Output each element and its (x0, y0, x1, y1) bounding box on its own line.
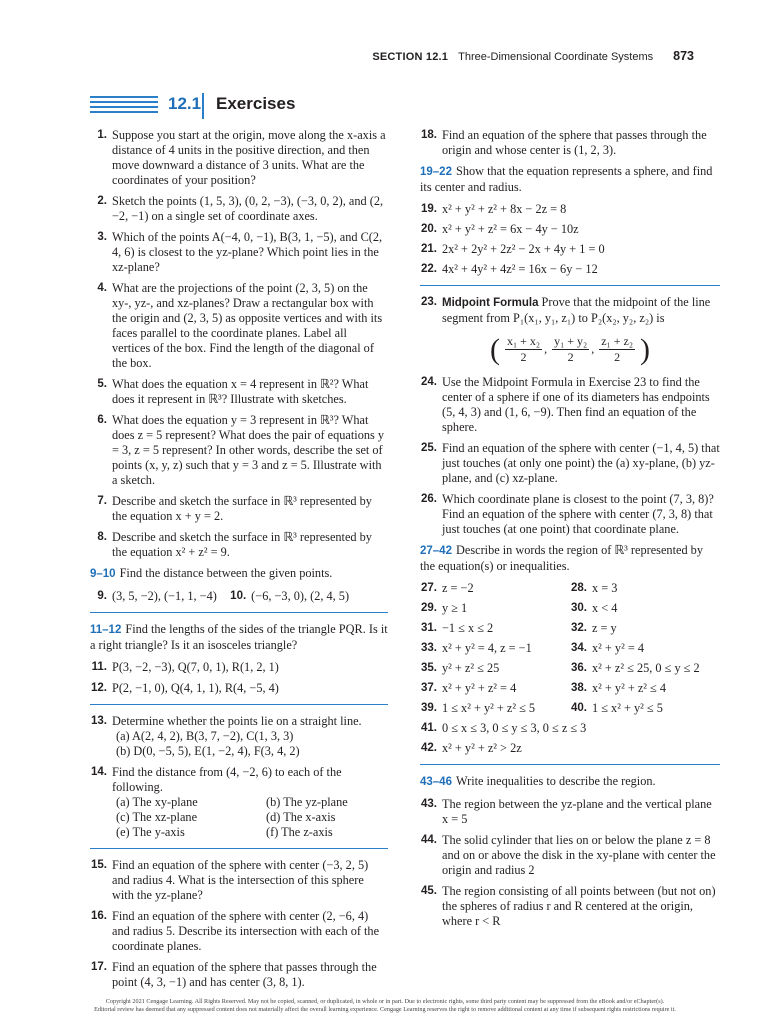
problem-text: Determine whether the points lie on a straight line. (112, 714, 362, 728)
problem-text: 1 ≤ x² + y² ≤ 5 (592, 701, 663, 715)
problem-text: Suppose you start at the origin, move along the x-axis a distance of 4 units in the positive direction, and then move downward a distance of 3 units. What are the coordinates of your position? (112, 128, 386, 187)
left-column (90, 128, 388, 996)
problem-text: x² + y² + z² ≤ 4 (592, 681, 667, 695)
problem-number: 43. (421, 798, 437, 810)
problem-number: 28. (571, 582, 587, 594)
problem-number: 24. (421, 376, 437, 388)
problem-number: 1. (97, 129, 107, 141)
group-text: Show that the equation represents a sphere, and find its center and radius. (420, 164, 713, 194)
problem-text: 2x² + 2y² + 2z² − 2x + 4y + 1 = 0 (442, 242, 605, 256)
problem-36 (570, 661, 720, 676)
problem-number: 22. (421, 263, 437, 275)
problem-number: 21. (421, 243, 437, 255)
heading-divider (202, 93, 204, 119)
problem-text: The region between the yz-plane and the vertical plane x = 5 (442, 797, 712, 826)
group-label: 11–12 (90, 624, 122, 636)
problem-32 (570, 621, 720, 636)
fraction-y (552, 334, 589, 365)
problem-31 (420, 621, 570, 636)
problem-38 (570, 681, 720, 696)
problem-number: 34. (571, 642, 587, 654)
problem-16 (90, 909, 388, 954)
section-number: 12.1 (168, 94, 202, 113)
problem-text: P(2, −1, 0), Q(4, 1, 1), R(4, −5, 4) (112, 681, 279, 695)
group-text: Write inequalities to describe the region. (455, 774, 656, 788)
problem-part-a: (a) The xy-plane (116, 795, 198, 809)
problem-parts (112, 795, 388, 840)
problem-number: 42. (421, 742, 437, 754)
problem-number: 7. (97, 495, 107, 507)
problem-text: z = y (592, 621, 617, 635)
exercises-title: Exercises (216, 94, 296, 113)
group-11-12 (90, 622, 388, 653)
group-27-42 (420, 543, 720, 574)
problem-14 (90, 765, 388, 840)
problem-part-f: (f) The z-axis (266, 825, 333, 839)
problem-18 (420, 128, 720, 158)
problem-7 (90, 494, 388, 524)
divider-rule (90, 704, 388, 705)
problem-44 (420, 833, 720, 878)
problem-text: Find an equation of the sphere that passes through the point (4, 3, −1) and has center (3, 8, 1). (112, 960, 377, 989)
problem-number: 16. (91, 910, 107, 922)
problem-number: 20. (421, 223, 437, 235)
divider-rule (90, 612, 388, 613)
group-text: Find the distance between the given points. (119, 566, 333, 580)
problem-number: 5. (97, 378, 107, 390)
group-label: 43–46 (420, 776, 452, 788)
problem-number: 13. (91, 715, 107, 727)
problem-number: 3. (97, 231, 107, 243)
problem-text: x² + z² ≤ 25, 0 ≤ y ≤ 2 (592, 661, 700, 675)
problem-number: 10. (230, 590, 247, 602)
problem-15 (90, 858, 388, 903)
problem-text: x² + y² + z² > 2z (442, 741, 522, 755)
problem-text: P(3, −2, −3), Q(7, 0, 1), R(1, 2, 1) (112, 660, 279, 674)
midpoint-formula: ( $\frac{\text{x₁ + x₂}}{2}$ , $\frac{\text{y₁ + y₂}}{2}$ , $\frac{\text{z₁ + z₂}}{2}$ ) (489, 333, 651, 366)
numerator-x: x₁ + x₂ (506, 334, 541, 348)
problems-27-40 (420, 581, 720, 716)
section-label: SECTION 12.1 (372, 51, 449, 63)
group-label: 19–22 (420, 166, 452, 178)
problem-number: 32. (571, 622, 587, 634)
fraction-z (599, 334, 635, 365)
problem-text: The region consisting of all points between (but not on) the spheres of radius r and R centered at the origin, where r < R (442, 884, 716, 928)
problem-text: (−6, −3, 0), (2, 4, 5) (251, 589, 350, 603)
problem-text: Sketch the points (1, 5, 3), (0, 2, −3), (−3, 0, 2), and (2, −2, −1) on a single set of coordinate axes. (112, 194, 384, 223)
problem-27 (420, 581, 570, 596)
denominator: 2 (567, 350, 574, 364)
problem-9 (90, 589, 223, 604)
section-title: Three-Dimensional Coordinate Systems (458, 51, 654, 63)
problem-text: x < 4 (592, 601, 618, 615)
problem-4 (90, 281, 388, 371)
problem-17 (90, 960, 388, 990)
problem-text: Prove that the midpoint of the line segment from P₁(x₁, y₁, z₁) to P₂(x₂, y₂, z₂) is (442, 295, 711, 325)
problem-42 (420, 741, 720, 756)
problem-1 (90, 128, 388, 188)
problem-number: 23. (421, 296, 437, 308)
problem-number: 17. (91, 961, 107, 973)
problem-text: −1 ≤ x ≤ 2 (442, 621, 494, 635)
problem-text: x² + y² + z² + 8x − 2z = 8 (442, 202, 567, 216)
problem-40 (570, 701, 720, 716)
group-label: 27–42 (420, 545, 452, 557)
group-text: Describe in words the region of ℝ³ represented by the equation(s) or inequalities. (420, 543, 703, 573)
problem-34 (570, 641, 720, 656)
problem-number: 38. (571, 682, 587, 694)
page-header (372, 49, 694, 64)
problem-text: Describe and sketch the surface in ℝ³ represented by the equation x² + z² = 9. (112, 530, 372, 559)
group-label: 9–10 (90, 568, 116, 580)
group-9-10 (90, 566, 388, 582)
problem-number: 41. (421, 722, 437, 734)
problem-number: 4. (97, 282, 107, 294)
problem-20 (420, 222, 720, 237)
divider-rule (90, 848, 388, 849)
problem-number: 25. (421, 442, 437, 454)
right-paren: ) (640, 333, 651, 366)
problem-number: 35. (421, 662, 437, 674)
problem-6 (90, 413, 388, 488)
problem-3 (90, 230, 388, 275)
problem-21 (420, 242, 720, 257)
problem-2 (90, 194, 388, 224)
problem-29 (420, 601, 570, 616)
problem-text: (3, 5, −2), (−1, 1, −4) (112, 589, 217, 603)
right-column (420, 128, 720, 935)
copyright-line-2: Editorial review has deemed that any suppressed content does not materially affect the overall learning experience. Cengage Learning reserves the right to remove additional content at any time if subsequent rights restrictions require it. (94, 1006, 676, 1013)
problem-text: The solid cylinder that lies on or below the plane z = 8 and on or above the disk in the xy-plane with center the origin and radius 2 (442, 833, 716, 877)
problem-8 (90, 530, 388, 560)
problem-11 (90, 660, 388, 675)
problem-part-b: (b) The yz-plane (266, 795, 348, 809)
denominator: 2 (614, 350, 621, 364)
numerator-y: y₁ + y₂ (554, 334, 588, 348)
problem-text: Use the Midpoint Formula in Exercise 23 to find the center of a sphere if one of its diameters has endpoints (5, 4, 3) and (1, 6, −9). Then find an equation of the sphere. (442, 375, 710, 434)
problem-text: 1 ≤ x² + y² + z² ≤ 5 (442, 701, 536, 715)
problem-45 (420, 884, 720, 929)
problem-number: 27. (421, 582, 437, 594)
problem-number: 26. (421, 493, 437, 505)
problem-text: 4x² + 4y² + 4z² = 16x − 6y − 12 (442, 262, 598, 276)
problem-text: x² + y² = 4, z = −1 (442, 641, 532, 655)
exercises-heading (90, 92, 390, 120)
problem-number: 6. (97, 414, 107, 426)
problem-26 (420, 492, 720, 537)
problem-number: 36. (571, 662, 587, 674)
problem-number: 19. (421, 203, 437, 215)
problem-text: 0 ≤ x ≤ 3, 0 ≤ y ≤ 3, 0 ≤ z ≤ 3 (442, 721, 587, 735)
problem-number: 45. (421, 885, 437, 897)
fraction-x (505, 334, 542, 365)
divider-rule (420, 285, 720, 286)
problem-text: What does the equation x = 4 represent in ℝ²? What does it represent in ℝ³? Illustrate with sketches. (112, 377, 369, 406)
problem-number: 39. (421, 702, 437, 714)
problem-text: Find an equation of the sphere that passes through the origin and whose center is (1, 2, 3). (442, 128, 707, 157)
problem-part-d: (d) The x-axis (266, 810, 336, 824)
problem-41 (420, 721, 720, 736)
problem-number: 14. (91, 766, 107, 778)
problem-text: x² + y² = 4 (592, 641, 644, 655)
problem-text: x = 3 (592, 581, 618, 595)
problem-12 (90, 681, 388, 696)
problem-number: 8. (97, 531, 107, 543)
problem-37 (420, 681, 570, 696)
problem-text: What does the equation y = 3 represent in ℝ³? What does z = 5 represent? What does the pair of equations y = 3, z = 5 represent? In other words, describe the set of points (x, y, z) such that y = 3 and z = 5. Illustrate with a sketch. (112, 413, 385, 487)
problem-text: Find an equation of the sphere with center (−1, 4, 5) that just touches (at only one point) the (a) xy-plane, (b) yz-plane, and (c) xz-plane. (442, 441, 720, 485)
problem-number: 2. (97, 195, 107, 207)
divider-rule (420, 764, 720, 765)
problem-text: y² + z² ≤ 25 (442, 661, 500, 675)
problem-23 (420, 295, 720, 326)
problem-text: Find an equation of the sphere with center (−3, 2, 5) and radius 4. What is the intersection of this sphere with the yz-plane? (112, 858, 369, 902)
problem-number: 11. (91, 661, 107, 673)
problem-28 (570, 581, 720, 596)
problem-text: x² + y² + z² = 4 (442, 681, 517, 695)
problem-13 (90, 714, 388, 759)
problem-title: Midpoint Formula (442, 297, 539, 309)
copyright-line-1: Copyright 2021 Cengage Learning. All Rights Reserved. May not be copied, scanned, or duplicated, in whole or in part. Due to electronic rights, some third party content may be suppressed from the eBook and/or eChapter(s). (105, 998, 665, 1005)
problem-39 (420, 701, 570, 716)
problem-part-b: (b) D(0, −5, 5), E(1, −2, 4), F(3, 4, 2) (116, 744, 300, 758)
problem-number: 44. (421, 834, 437, 846)
problem-number: 18. (421, 129, 437, 141)
problem-text: Find an equation of the sphere with center (2, −6, 4) and radius 5. Describe its intersection with each of the coordinate planes. (112, 909, 380, 953)
problem-text: Find the distance from (4, −2, 6) to each of the following. (112, 765, 342, 794)
problem-35 (420, 661, 570, 676)
heading-rules (90, 96, 158, 116)
problem-number: 31. (421, 622, 437, 634)
problem-30 (570, 601, 720, 616)
copyright-footer (80, 998, 690, 1014)
denominator: 2 (520, 350, 527, 364)
problem-33 (420, 641, 570, 656)
group-19-22 (420, 164, 720, 195)
problem-text: z = −2 (442, 581, 474, 595)
problem-text: What are the projections of the point (2, 3, 5) on the xy-, yz-, and xz-planes? Draw a rectangular box with the origin and (2, 3, 5) as opposite vertices and with its faces parallel to the coordinate planes. Label all vertices of the box. Find the length of the diagonal of the box. (112, 281, 383, 370)
problem-19 (420, 202, 720, 217)
problem-text: Which of the points A(−4, 0, −1), B(3, 1, −5), and C(2, 4, 6) is closest to the yz-plane? Which point lies in the xz-plane? (112, 230, 383, 274)
problems-9-10 (90, 589, 388, 604)
problem-5 (90, 377, 388, 407)
group-43-46 (420, 774, 720, 790)
problem-22 (420, 262, 720, 277)
problem-number: 12. (91, 682, 107, 694)
problem-number: 40. (571, 702, 587, 714)
problem-text: y ≥ 1 (442, 601, 468, 615)
problem-number: 15. (91, 859, 107, 871)
problem-text: x² + y² + z² = 6x − 4y − 10z (442, 222, 579, 236)
page-number: 873 (673, 49, 694, 63)
group-text: Find the lengths of the sides of the triangle PQR. Is it a right triangle? Is it an isosceles triangle? (90, 622, 388, 652)
problem-part-e: (e) The y-axis (116, 825, 185, 839)
left-paren: ( (489, 333, 500, 366)
problem-number: 30. (571, 602, 587, 614)
problem-number: 9. (97, 590, 107, 602)
problem-25 (420, 441, 720, 486)
problem-43 (420, 797, 720, 827)
problem-text: Describe and sketch the surface in ℝ³ represented by the equation x + y = 2. (112, 494, 372, 523)
problem-part-c: (c) The xz-plane (116, 810, 198, 824)
problem-text: Which coordinate plane is closest to the point (7, 3, 8)? Find an equation of the sphere with center (7, 3, 8) that just touches (at one point) that coordinate plane. (442, 492, 714, 536)
problem-number: 33. (421, 642, 437, 654)
problem-24 (420, 375, 720, 435)
problem-10 (229, 589, 388, 604)
problem-number: 29. (421, 602, 437, 614)
problem-number: 37. (421, 682, 437, 694)
numerator-z: z₁ + z₂ (601, 334, 634, 348)
problem-part-a: (a) A(2, 4, 2), B(3, 7, −2), C(1, 3, 3) (116, 729, 294, 743)
